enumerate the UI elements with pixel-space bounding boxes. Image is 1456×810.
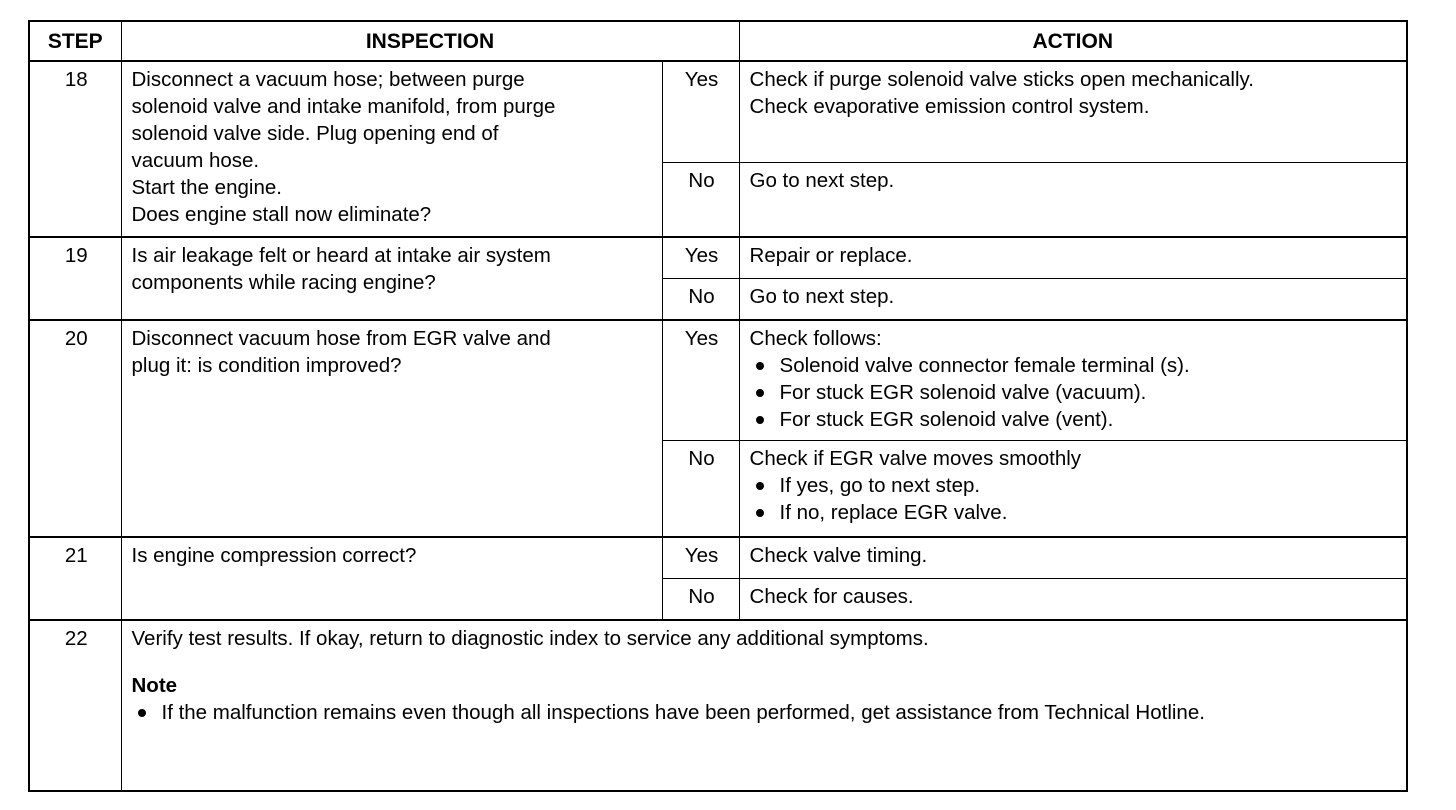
inspection-cell: Is engine compression correct? <box>121 537 662 620</box>
yes-label: Yes <box>662 537 739 578</box>
bullet-item: If the malfunction remains even though all inspections have been performed, get assistance from Technical Hotline. <box>132 699 1322 726</box>
header-action: ACTION <box>739 21 1407 61</box>
step-number: 20 <box>29 320 121 537</box>
action-line: Check if purge solenoid valve sticks open mechanically. <box>749 68 1254 91</box>
inspection-line: solenoid valve and intake manifold, from purge <box>131 95 556 118</box>
no-label: No <box>662 278 739 320</box>
inspection-line: components while racing engine? <box>131 271 436 294</box>
note-title: Note <box>131 674 178 697</box>
action-bullet-list <box>750 472 1399 526</box>
yes-action-cell <box>739 320 1407 440</box>
inspection-line: vacuum hose. <box>131 149 260 172</box>
inspection-cell <box>121 237 662 320</box>
action-title: Check follows: <box>749 327 882 350</box>
header-row <box>29 21 1407 61</box>
header-step: STEP <box>29 21 121 61</box>
bullet-item: Solenoid valve connector female terminal (s). <box>750 352 1399 379</box>
yes-label: Yes <box>662 320 739 440</box>
bullet-item: For stuck EGR solenoid valve (vacuum). <box>750 379 1399 406</box>
step-number: 22 <box>29 620 121 791</box>
table-row <box>29 620 1407 791</box>
no-label: No <box>662 162 739 237</box>
final-step-text: Verify test results. If okay, return to diagnostic index to service any additional symptoms. <box>131 627 929 650</box>
header-inspection: INSPECTION <box>121 21 739 61</box>
step-number: 21 <box>29 537 121 620</box>
inspection-line: Disconnect vacuum hose from EGR valve and <box>131 327 551 350</box>
inspection-line: Disconnect a vacuum hose; between purge <box>131 68 525 91</box>
action-bullet-list <box>750 352 1399 433</box>
inspection-line: solenoid valve side. Plug opening end of <box>131 122 499 145</box>
step-number: 18 <box>29 61 121 237</box>
bullet-item: If no, replace EGR valve. <box>750 499 1399 526</box>
action-title: Check if EGR valve moves smoothly <box>749 446 1082 470</box>
table-row <box>29 537 1407 578</box>
inspection-cell <box>121 320 662 537</box>
inspection-line: Does engine stall now eliminate? <box>131 203 432 226</box>
bullet-item: If yes, go to next step. <box>750 472 1399 499</box>
yes-action-cell: Check valve timing. <box>739 537 1407 578</box>
no-label: No <box>662 440 739 537</box>
no-action-cell <box>739 440 1407 537</box>
bullet-item: For stuck EGR solenoid valve (vent). <box>750 406 1399 433</box>
note-bullet-list <box>132 699 1322 726</box>
final-step-cell <box>121 620 1407 791</box>
yes-action-cell: Repair or replace. <box>739 237 1407 278</box>
no-action-cell: Check for causes. <box>739 578 1407 620</box>
table-row <box>29 237 1407 278</box>
table-row <box>29 61 1407 162</box>
diagnostic-table <box>28 20 1408 792</box>
action-line: Check evaporative emission control system. <box>749 95 1150 118</box>
inspection-cell <box>121 61 662 237</box>
no-action-cell: Go to next step. <box>739 162 1407 237</box>
inspection-line: Start the engine. <box>131 176 282 199</box>
table-row <box>29 320 1407 440</box>
step-number: 19 <box>29 237 121 320</box>
yes-label: Yes <box>662 61 739 162</box>
inspection-line: Is air leakage felt or heard at intake air system <box>131 244 551 267</box>
yes-label: Yes <box>662 237 739 278</box>
yes-action-cell <box>739 61 1407 162</box>
no-label: No <box>662 578 739 620</box>
no-action-cell: Go to next step. <box>739 278 1407 320</box>
inspection-line: plug it: is condition improved? <box>131 354 402 377</box>
